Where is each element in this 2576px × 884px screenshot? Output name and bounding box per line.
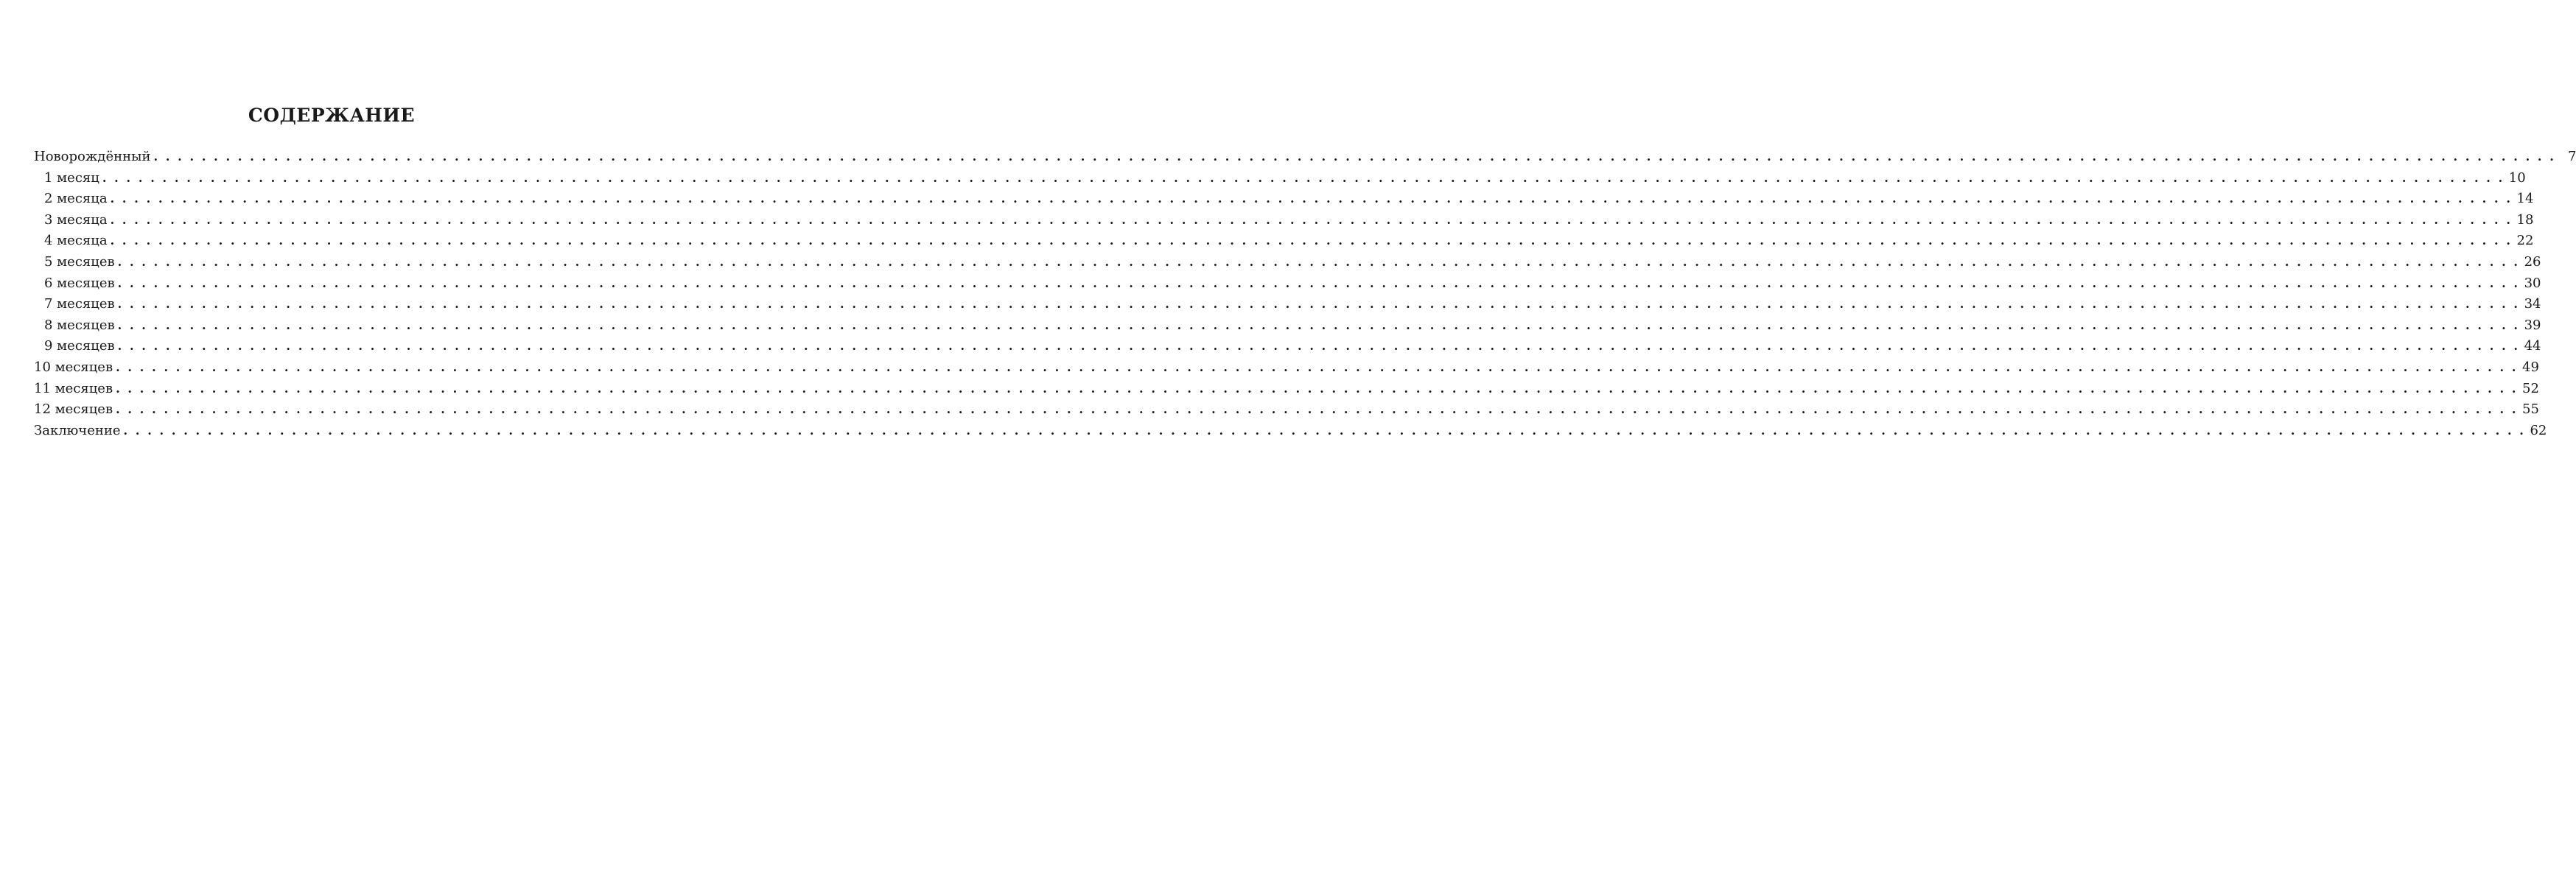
toc-entry-label: 2 месяца bbox=[44, 191, 108, 207]
toc-entry-label: 11 месяцев bbox=[34, 380, 113, 396]
dot-leader: . . . . . . . . . . . . . . . . . . . . . . . . . . . . . . . . . . . . . . . . . . . . . . . . . . . . . . . . . . . . . . . . . . . . . . . . . . . . . . . . . . . . . . . . . . . . . . . . . . . . . . . . . . . . . . . . . . . . . . . . . . . . . . . . . . . . . . . . . . . . . . . . . . . . . . . . . . . . . . . . . . . . . . . . . . . . . . . . . . . . . . . . . . . . . . . . . . . . . . . . bbox=[153, 150, 2556, 164]
toc-entry-label: Новорождённый bbox=[34, 149, 151, 164]
toc-entry[interactable] bbox=[34, 379, 2539, 400]
toc-entry[interactable] bbox=[34, 357, 2539, 379]
toc-entry[interactable] bbox=[34, 273, 2541, 295]
dot-leader: . . . . . . . . . . . . . . . . . . . . . . . . . . . . . . . . . . . . . . . . . . . . . . . . . . . . . . . . . . . . . . . . . . . . . . . . . . . . . . . . . . . . . . . . . . . . . . . . . . . . . . . . . . . . . . . . . . . . . . . . . . . . . . . . . . . . . . . . . . . . . . . . . . . . . . . . . . . . . . . . . . . . . . . . . . . . . . . . . . . . . . . . . . . . . . . . . . . . . . . . bbox=[116, 402, 2519, 417]
dot-leader: . . . . . . . . . . . . . . . . . . . . . . . . . . . . . . . . . . . . . . . . . . . . . . . . . . . . . . . . . . . . . . . . . . . . . . . . . . . . . . . . . . . . . . . . . . . . . . . . . . . . . . . . . . . . . . . . . . . . . . . . . . . . . . . . . . . . . . . . . . . . . . . . . . . . . . . . . . . . . . . . . . . . . . . . . . . . . . . . . . . . . . . . . . . . . . . . . . . . . . . . bbox=[117, 339, 2520, 354]
page-title: СОДЕРЖАНИЕ bbox=[248, 105, 416, 126]
toc-entry[interactable] bbox=[34, 399, 2539, 421]
dot-leader: . . . . . . . . . . . . . . . . . . . . . . . . . . . . . . . . . . . . . . . . . . . . . . . . . . . . . . . . . . . . . . . . . . . . . . . . . . . . . . . . . . . . . . . . . . . . . . . . . . . . . . . . . . . . . . . . . . . . . . . . . . . . . . . . . . . . . . . . . . . . . . . . . . . . . . . . . . . . . . . . . . . . . . . . . . . . . . . . . . . . . . . . . . . . . . . . . . . . . . . . bbox=[110, 192, 2513, 206]
toc-entry-page-number: 52 bbox=[2522, 380, 2539, 396]
dot-leader: . . . . . . . . . . . . . . . . . . . . . . . . . . . . . . . . . . . . . . . . . . . . . . . . . . . . . . . . . . . . . . . . . . . . . . . . . . . . . . . . . . . . . . . . . . . . . . . . . . . . . . . . . . . . . . . . . . . . . . . . . . . . . . . . . . . . . . . . . . . . . . . . . . . . . . . . . . . . . . . . . . . . . . . . . . . . . . . . . . . . . . . . . . . . . . . . . . . . . . . . bbox=[123, 423, 2526, 438]
toc-entry[interactable] bbox=[34, 294, 2541, 315]
toc-entry[interactable] bbox=[34, 168, 2526, 189]
toc-entry-label: 1 месяц bbox=[44, 169, 99, 186]
dot-leader: . . . . . . . . . . . . . . . . . . . . . . . . . . . . . . . . . . . . . . . . . . . . . . . . . . . . . . . . . . . . . . . . . . . . . . . . . . . . . . . . . . . . . . . . . . . . . . . . . . . . . . . . . . . . . . . . . . . . . . . . . . . . . . . . . . . . . . . . . . . . . . . . . . . . . . . . . . . . . . . . . . . . . . . . . . . . . . . . . . . . . . . . . . . . . . . . . . . . . . . . bbox=[102, 170, 2505, 185]
toc-entry-page-number: 39 bbox=[2524, 317, 2541, 333]
toc-entry-page-number: 34 bbox=[2524, 296, 2541, 312]
toc-entry[interactable] bbox=[34, 231, 2534, 252]
toc-entry-label: 12 месяцев bbox=[34, 401, 113, 418]
dot-leader: . . . . . . . . . . . . . . . . . . . . . . . . . . . . . . . . . . . . . . . . . . . . . . . . . . . . . . . . . . . . . . . . . . . . . . . . . . . . . . . . . . . . . . . . . . . . . . . . . . . . . . . . . . . . . . . . . . . . . . . . . . . . . . . . . . . . . . . . . . . . . . . . . . . . . . . . . . . . . . . . . . . . . . . . . . . . . . . . . . . . . . . . . . . . . . . . . . . . . . . . bbox=[117, 254, 2520, 269]
toc-entry-page-number: 26 bbox=[2524, 253, 2541, 270]
toc-entry-label: 3 месяца bbox=[44, 211, 108, 228]
toc-entry[interactable] bbox=[34, 147, 2576, 168]
toc-entry-page-number: 7 bbox=[2567, 149, 2576, 164]
toc-entry-label: 6 месяцев bbox=[44, 275, 115, 291]
toc-entry-page-number: 44 bbox=[2524, 338, 2541, 354]
dot-leader: . . . . . . . . . . . . . . . . . . . . . . . . . . . . . . . . . . . . . . . . . . . . . . . . . . . . . . . . . . . . . . . . . . . . . . . . . . . . . . . . . . . . . . . . . . . . . . . . . . . . . . . . . . . . . . . . . . . . . . . . . . . . . . . . . . . . . . . . . . . . . . . . . . . . . . . . . . . . . . . . . . . . . . . . . . . . . . . . . . . . . . . . . . . . . . . . . . . . . . . . bbox=[116, 359, 2519, 374]
toc-entry[interactable] bbox=[34, 336, 2541, 357]
dot-leader: . . . . . . . . . . . . . . . . . . . . . . . . . . . . . . . . . . . . . . . . . . . . . . . . . . . . . . . . . . . . . . . . . . . . . . . . . . . . . . . . . . . . . . . . . . . . . . . . . . . . . . . . . . . . . . . . . . . . . . . . . . . . . . . . . . . . . . . . . . . . . . . . . . . . . . . . . . . . . . . . . . . . . . . . . . . . . . . . . . . . . . . . . . . . . . . . . . . . . . . . bbox=[117, 297, 2520, 312]
toc-entry-label: 9 месяцев bbox=[44, 338, 115, 354]
toc-entry-page-number: 30 bbox=[2524, 275, 2541, 291]
toc-entry-page-number: 18 bbox=[2516, 211, 2534, 228]
toc-entry-label: 4 месяца bbox=[44, 233, 108, 249]
toc-entry[interactable] bbox=[34, 252, 2541, 273]
toc-entry[interactable] bbox=[34, 315, 2541, 337]
dot-leader: . . . . . . . . . . . . . . . . . . . . . . . . . . . . . . . . . . . . . . . . . . . . . . . . . . . . . . . . . . . . . . . . . . . . . . . . . . . . . . . . . . . . . . . . . . . . . . . . . . . . . . . . . . . . . . . . . . . . . . . . . . . . . . . . . . . . . . . . . . . . . . . . . . . . . . . . . . . . . . . . . . . . . . . . . . . . . . . . . . . . . . . . . . . . . . . . . . . . . . . . bbox=[116, 381, 2519, 396]
table-of-contents bbox=[34, 147, 2576, 441]
toc-entry[interactable] bbox=[34, 189, 2534, 210]
toc-entry-page-number: 55 bbox=[2522, 401, 2539, 418]
dot-leader: . . . . . . . . . . . . . . . . . . . . . . . . . . . . . . . . . . . . . . . . . . . . . . . . . . . . . . . . . . . . . . . . . . . . . . . . . . . . . . . . . . . . . . . . . . . . . . . . . . . . . . . . . . . . . . . . . . . . . . . . . . . . . . . . . . . . . . . . . . . . . . . . . . . . . . . . . . . . . . . . . . . . . . . . . . . . . . . . . . . . . . . . . . . . . . . . . . . . . . . . bbox=[110, 234, 2513, 248]
toc-entry[interactable] bbox=[34, 421, 2547, 442]
toc-entry-label: 5 месяцев bbox=[44, 253, 115, 270]
toc-entry[interactable] bbox=[34, 210, 2534, 231]
toc-entry-page-number: 14 bbox=[2516, 191, 2534, 207]
toc-entry-label: 8 месяцев bbox=[44, 317, 115, 333]
toc-entry-page-number: 22 bbox=[2516, 233, 2534, 249]
toc-entry-page-number: 62 bbox=[2530, 422, 2547, 438]
dot-leader: . . . . . . . . . . . . . . . . . . . . . . . . . . . . . . . . . . . . . . . . . . . . . . . . . . . . . . . . . . . . . . . . . . . . . . . . . . . . . . . . . . . . . . . . . . . . . . . . . . . . . . . . . . . . . . . . . . . . . . . . . . . . . . . . . . . . . . . . . . . . . . . . . . . . . . . . . . . . . . . . . . . . . . . . . . . . . . . . . . . . . . . . . . . . . . . . . . . . . . . . bbox=[117, 276, 2520, 290]
toc-entry-label: Заключение bbox=[34, 422, 121, 438]
toc-entry-label: 10 месяцев bbox=[34, 359, 113, 375]
dot-leader: . . . . . . . . . . . . . . . . . . . . . . . . . . . . . . . . . . . . . . . . . . . . . . . . . . . . . . . . . . . . . . . . . . . . . . . . . . . . . . . . . . . . . . . . . . . . . . . . . . . . . . . . . . . . . . . . . . . . . . . . . . . . . . . . . . . . . . . . . . . . . . . . . . . . . . . . . . . . . . . . . . . . . . . . . . . . . . . . . . . . . . . . . . . . . . . . . . . . . . . . bbox=[117, 318, 2520, 332]
toc-entry-page-number: 49 bbox=[2522, 359, 2539, 375]
toc-entry-page-number: 10 bbox=[2508, 169, 2526, 186]
dot-leader: . . . . . . . . . . . . . . . . . . . . . . . . . . . . . . . . . . . . . . . . . . . . . . . . . . . . . . . . . . . . . . . . . . . . . . . . . . . . . . . . . . . . . . . . . . . . . . . . . . . . . . . . . . . . . . . . . . . . . . . . . . . . . . . . . . . . . . . . . . . . . . . . . . . . . . . . . . . . . . . . . . . . . . . . . . . . . . . . . . . . . . . . . . . . . . . . . . . . . . . . bbox=[110, 212, 2513, 227]
toc-entry-label: 7 месяцев bbox=[44, 296, 115, 312]
